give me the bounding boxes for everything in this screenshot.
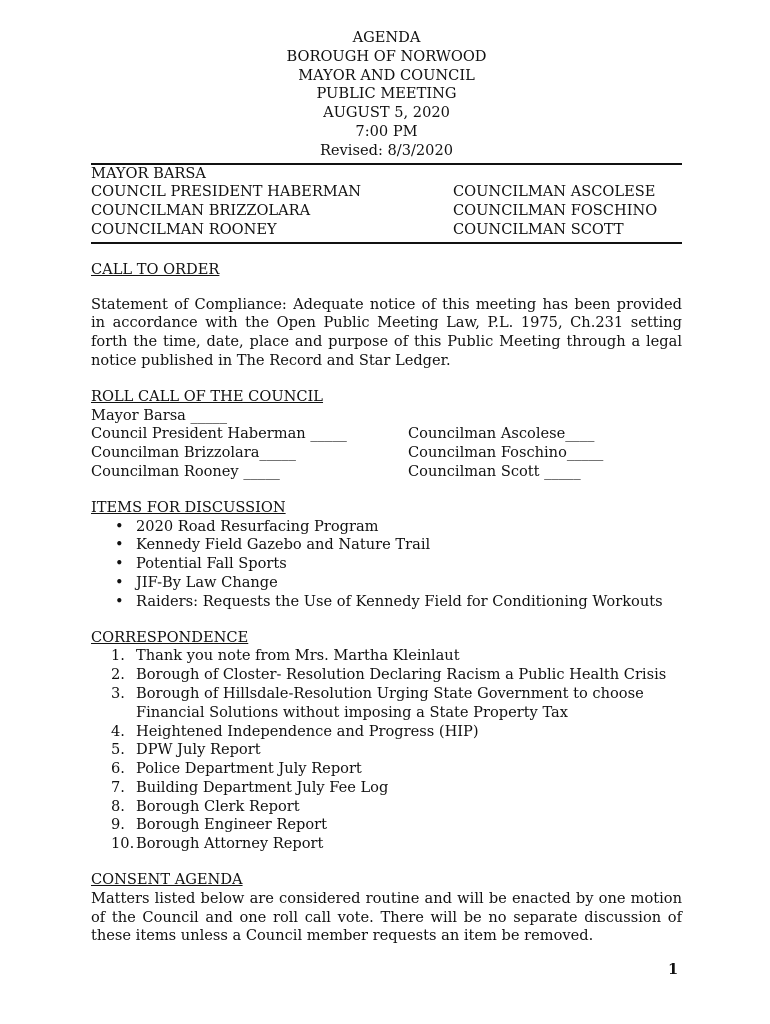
member-mayor: MAYOR BARSA	[91, 164, 206, 182]
member-right: COUNCILMAN FOSCHINO	[453, 202, 658, 220]
item-text: Borough of Hillsdale-Resolution Urging State Government to choose Financial Solutions without imposing a State Property Tax	[136, 684, 644, 721]
meeting-date: AUGUST 5, 2020	[323, 104, 450, 122]
discussion-list	[91, 518, 682, 612]
item-number: 4.	[111, 722, 125, 740]
item-number: 1.	[111, 647, 125, 665]
item-text: Borough of Closter- Resolution Declaring Racism a Public Health Crisis	[136, 666, 667, 684]
list-item: • Potential Fall Sports	[91, 555, 682, 574]
item-text: Borough Attorney Report	[136, 835, 324, 853]
item-number: 9.	[111, 816, 125, 834]
roll-call-mayor: Mayor Barsa _____	[91, 406, 228, 424]
list-item	[91, 741, 682, 760]
agenda-title: AGENDA	[352, 29, 421, 46]
item-number: 5.	[111, 741, 125, 759]
statement-of-compliance: Statement of Compliance: Adequate notice of this meeting has been provided in accordance with the Open Public Meeting Law, P.L. 1975, Ch.231 setting forth the time, date, place and purpose of this Public Meeting through a legal notice published in The Record and Star Ledger.	[91, 295, 682, 369]
members-divider	[91, 242, 682, 244]
roll-call-right: Councilman Ascolese____	[408, 425, 595, 443]
list-item	[91, 798, 682, 817]
item-number: 8.	[111, 797, 125, 815]
list-item: • Kennedy Field Gazebo and Nature Trail	[91, 536, 682, 555]
roll-call-right: Councilman Foschino_____	[408, 444, 604, 462]
governing-body: MAYOR AND COUNCIL	[298, 66, 475, 84]
member-right: COUNCILMAN SCOTT	[453, 220, 624, 238]
member-left: COUNCIL PRESIDENT HABERMAN	[91, 183, 362, 201]
item-number: 7.	[111, 778, 125, 796]
agenda-page	[91, 29, 682, 946]
member-right: COUNCILMAN ASCOLESE	[453, 183, 656, 201]
roll-call-left: Council President Haberman _____	[91, 425, 347, 443]
list-item	[91, 685, 682, 723]
item-text: Borough Engineer Report	[136, 816, 327, 834]
list-item	[91, 666, 682, 685]
revised-date: Revised: 8/3/2020	[319, 141, 454, 159]
item-text: DPW July Report	[136, 741, 261, 759]
council-members	[91, 165, 682, 240]
item-number: 6.	[111, 760, 125, 778]
list-item: • JIF-By Law Change	[91, 574, 682, 593]
discussion-heading: ITEMS FOR DISCUSSION	[91, 498, 286, 516]
item-text: Thank you note from Mrs. Martha Kleinlaut	[136, 647, 460, 665]
call-to-order-heading: CALL TO ORDER	[91, 260, 220, 278]
list-item	[91, 816, 682, 835]
item-text: Police Department July Report	[136, 760, 362, 778]
list-item	[91, 835, 682, 854]
meeting-time: 7:00 PM	[355, 122, 418, 140]
list-item	[91, 760, 682, 779]
roll-call-right: Councilman Scott _____	[408, 462, 581, 480]
list-item: • Raiders: Requests the Use of Kennedy Field for Conditioning Workouts	[91, 593, 682, 612]
meeting-type: PUBLIC MEETING	[316, 85, 457, 103]
list-item	[91, 647, 682, 666]
consent-agenda-heading: CONSENT AGENDA	[91, 871, 243, 889]
page-number: 1	[668, 961, 679, 978]
item-text: Building Department July Fee Log	[136, 778, 389, 796]
roll-call-list	[91, 407, 682, 482]
roll-call-heading: ROLL CALL OF THE COUNCIL	[91, 387, 324, 405]
member-left: COUNCILMAN ROONEY	[91, 220, 277, 238]
item-number: 3.	[111, 684, 125, 702]
borough-name: BOROUGH OF NORWOOD	[286, 47, 487, 65]
member-left: COUNCILMAN BRIZZOLARA	[91, 202, 311, 220]
list-item: • 2020 Road Resurfacing Program	[91, 518, 682, 537]
item-number: 10.	[111, 835, 135, 853]
consent-agenda-text: Matters listed below are considered routine and will be enacted by one motion of the Council and one roll call vote. There will be no separate discussion of these items unless a Council member requests an item be removed.	[91, 889, 682, 945]
item-number: 2.	[111, 666, 125, 684]
item-text: Borough Clerk Report	[136, 797, 300, 815]
roll-call-left: Councilman Rooney _____	[91, 462, 280, 480]
list-item	[91, 779, 682, 798]
agenda-header	[91, 29, 682, 161]
list-item	[91, 723, 682, 742]
correspondence-list	[91, 647, 682, 854]
roll-call-left: Councilman Brizzolara_____	[91, 444, 296, 462]
item-text: Heightened Independence and Progress (HIP)	[136, 722, 479, 740]
correspondence-heading: CORRESPONDENCE	[91, 628, 249, 646]
